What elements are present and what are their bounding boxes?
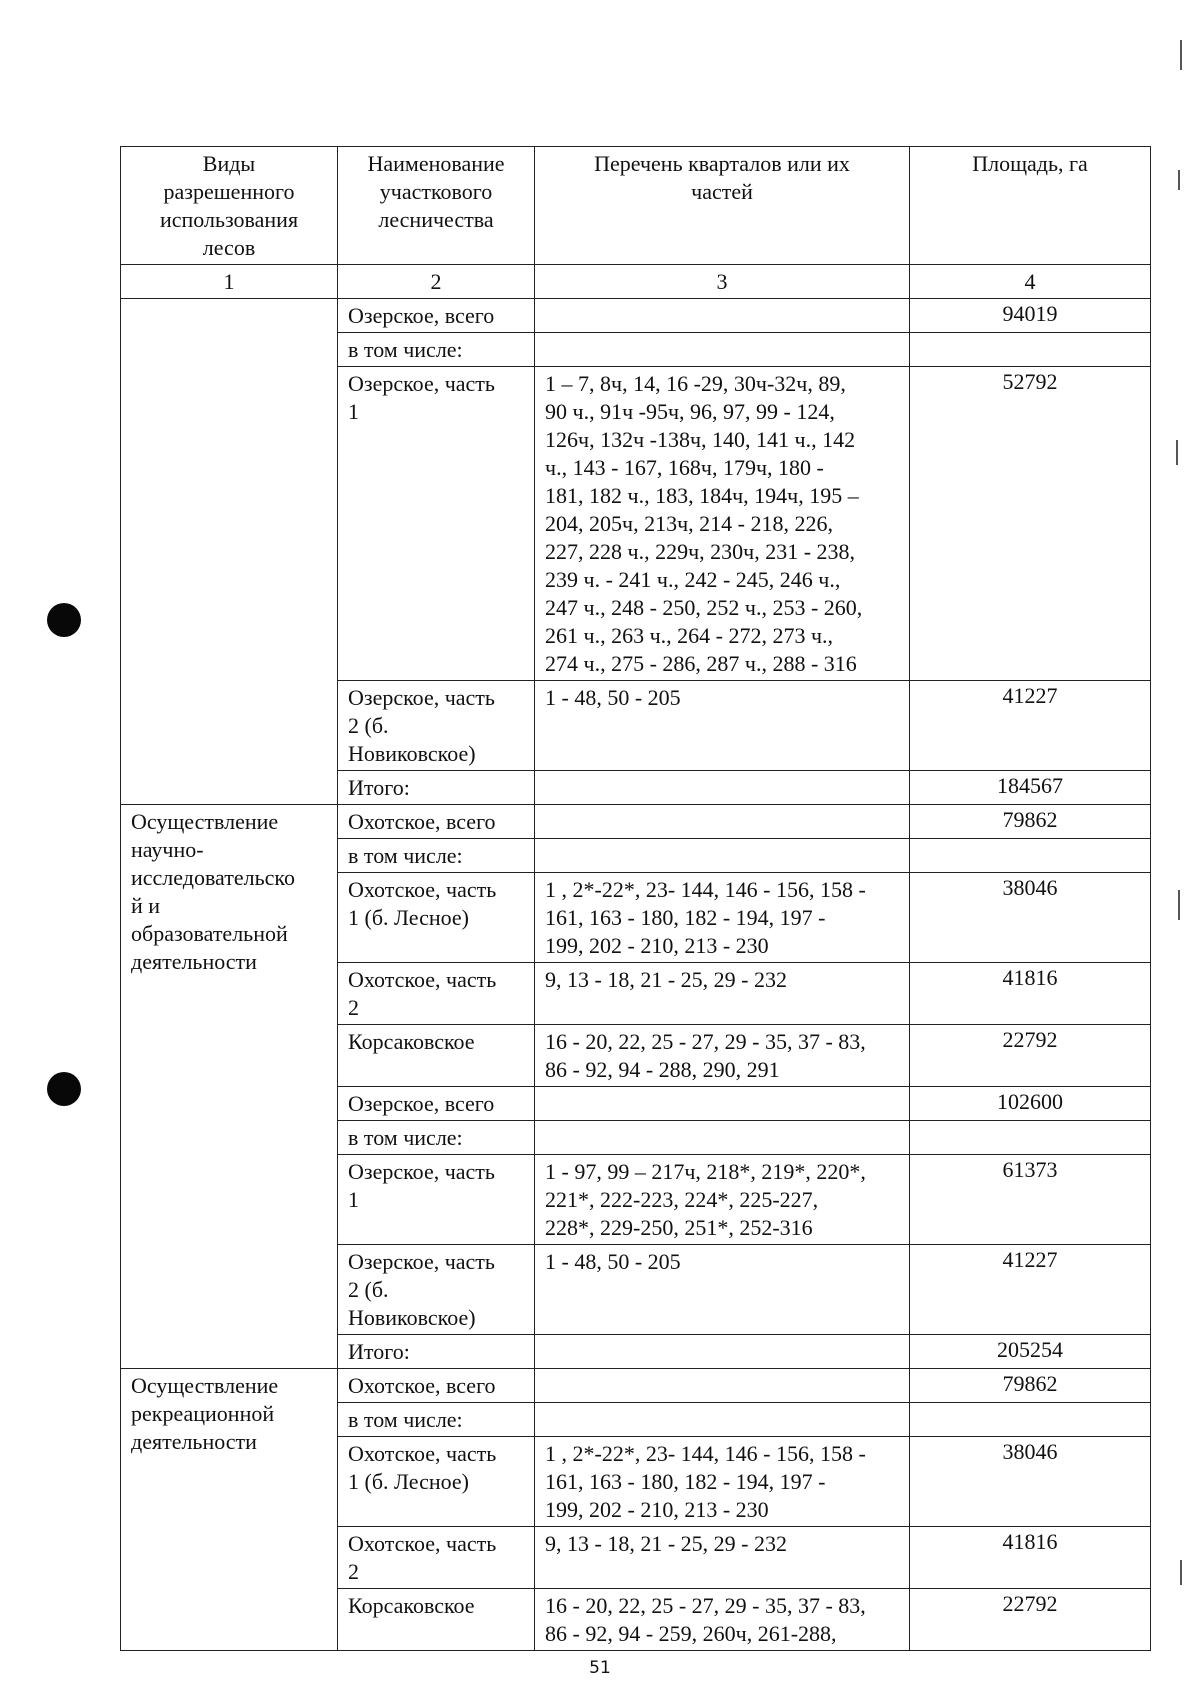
forestry-name-cell: Охотское, часть 2 (338, 963, 535, 1025)
block-list-cell (535, 1369, 910, 1403)
block-list-cell: 1 , 2*-22*, 23- 144, 146 - 156, 158 - 161, 163 - 180, 182 - 194, 197 - 199, 202 - 210, 213 - 230 (535, 873, 910, 963)
block-list-cell (535, 805, 910, 839)
forestry-name-cell: Озерское, часть 2 (б. Новиковское) (338, 681, 535, 771)
forestry-name-cell: в том числе: (338, 1403, 535, 1437)
area-cell: 205254 (910, 1335, 1151, 1369)
punch-hole-bottom (47, 1072, 81, 1106)
block-list-cell: 16 - 20, 22, 25 - 27, 29 - 35, 37 - 83, 86 - 92, 94 - 288, 290, 291 (535, 1025, 910, 1087)
area-cell: 38046 (910, 873, 1151, 963)
area-cell: 41227 (910, 1245, 1151, 1335)
forestry-name-cell: Итого: (338, 771, 535, 805)
forestry-name-cell: Охотское, часть 1 (б. Лесное) (338, 873, 535, 963)
area-cell: 184567 (910, 771, 1151, 805)
header-row (121, 147, 1151, 265)
area-cell: 79862 (910, 805, 1151, 839)
forestry-name-cell: Озерское, часть 1 (338, 367, 535, 681)
column-number: 3 (535, 265, 910, 299)
area-cell: 94019 (910, 299, 1151, 333)
block-list-cell: 9, 13 - 18, 21 - 25, 29 - 232 (535, 963, 910, 1025)
forestry-name-cell: Итого: (338, 1335, 535, 1369)
forestry-name-cell: в том числе: (338, 333, 535, 367)
forestry-name-cell: Охотское, всего (338, 1369, 535, 1403)
area-cell: 52792 (910, 367, 1151, 681)
area-cell (910, 839, 1151, 873)
area-cell: 38046 (910, 1437, 1151, 1527)
forestry-name-cell: Озерское, всего (338, 299, 535, 333)
block-list-cell (535, 1403, 910, 1437)
column-number: 2 (338, 265, 535, 299)
area-cell (910, 1403, 1151, 1437)
forestry-name-cell: Охотское, часть 2 (338, 1527, 535, 1589)
scan-speck (1178, 890, 1180, 920)
block-list-cell (535, 771, 910, 805)
scan-speck (1176, 440, 1178, 465)
block-list-cell: 16 - 20, 22, 25 - 27, 29 - 35, 37 - 83, 86 - 92, 94 - 259, 260ч, 261-288, (535, 1589, 910, 1651)
block-list-cell: 1 , 2*-22*, 23- 144, 146 - 156, 158 - 161, 163 - 180, 182 - 194, 197 - 199, 202 - 210, 213 - 230 (535, 1437, 910, 1527)
column-number-row (121, 265, 1151, 299)
column-number: 1 (121, 265, 338, 299)
header-forestry-name: Наименование участкового лесничества (338, 147, 535, 265)
block-list-cell: 1 - 48, 50 - 205 (535, 1245, 910, 1335)
scan-speck (1178, 170, 1180, 190)
scan-speck (1180, 40, 1182, 70)
area-cell: 61373 (910, 1155, 1151, 1245)
block-list-cell: 1 - 48, 50 - 205 (535, 681, 910, 771)
forestry-name-cell: Озерское, всего (338, 1087, 535, 1121)
block-list-cell: 1 – 7, 8ч, 14, 16 -29, 30ч-32ч, 89, 90 ч., 91ч -95ч, 96, 97, 99 - 124, 126ч, 132ч -138ч, 140, 141 ч., 142 ч., 143 - 167, 168ч, 179ч, 180 - 181, 182 ч., 183, 184ч, 194ч, 195 – 204, 205ч, 213ч, 214 - 218, 226, 227, 228 ч., 229ч, 230ч, 231 - 238, 239 ч. - 241 ч., 242 - 245, 246 ч., 247 ч., 248 - 250, 252 ч., 253 - 260, 261 ч., 263 ч., 264 - 272, 273 ч., 274 ч., 275 - 286, 287 ч., 288 - 316 (535, 367, 910, 681)
punch-hole-top (47, 603, 81, 637)
forestry-name-cell: Озерское, часть 2 (б. Новиковское) (338, 1245, 535, 1335)
area-cell: 41816 (910, 1527, 1151, 1589)
forestry-name-cell: Охотское, всего (338, 805, 535, 839)
use-type-cell: Осуществление научно- исследовательско й и образовательной деятельности (121, 805, 338, 1369)
block-list-cell (535, 1335, 910, 1369)
block-list-cell (535, 333, 910, 367)
header-block-list: Перечень кварталов или их частей (535, 147, 910, 265)
scan-speck (1180, 1560, 1182, 1585)
forestry-name-cell: Охотское, часть 1 (б. Лесное) (338, 1437, 535, 1527)
block-list-cell (535, 299, 910, 333)
area-cell: 41227 (910, 681, 1151, 771)
block-list-cell: 9, 13 - 18, 21 - 25, 29 - 232 (535, 1527, 910, 1589)
header-area: Площадь, га (910, 147, 1151, 265)
header-use-type: Виды разрешенного использования лесов (121, 147, 338, 265)
area-cell: 79862 (910, 1369, 1151, 1403)
forest-use-table (120, 146, 1151, 1651)
area-cell: 22792 (910, 1589, 1151, 1651)
area-cell: 102600 (910, 1087, 1151, 1121)
block-list-cell (535, 1121, 910, 1155)
table-row (121, 299, 1151, 333)
block-list-cell (535, 1087, 910, 1121)
use-type-cell (121, 299, 338, 805)
forestry-name-cell: в том числе: (338, 1121, 535, 1155)
block-list-cell (535, 839, 910, 873)
area-cell (910, 1121, 1151, 1155)
forestry-name-cell: Корсаковское (338, 1589, 535, 1651)
forestry-name-cell: Корсаковское (338, 1025, 535, 1087)
table-row (121, 1369, 1151, 1403)
use-type-cell: Осуществление рекреационной деятельности (121, 1369, 338, 1651)
page-number: 51 (589, 1658, 611, 1678)
forestry-name-cell: Озерское, часть 1 (338, 1155, 535, 1245)
area-cell (910, 333, 1151, 367)
table-row (121, 805, 1151, 839)
forestry-name-cell: в том числе: (338, 839, 535, 873)
column-number: 4 (910, 265, 1151, 299)
block-list-cell: 1 - 97, 99 – 217ч, 218*, 219*, 220*, 221*, 222-223, 224*, 225-227, 228*, 229-250, 251*, 252-316 (535, 1155, 910, 1245)
area-cell: 22792 (910, 1025, 1151, 1087)
area-cell: 41816 (910, 963, 1151, 1025)
